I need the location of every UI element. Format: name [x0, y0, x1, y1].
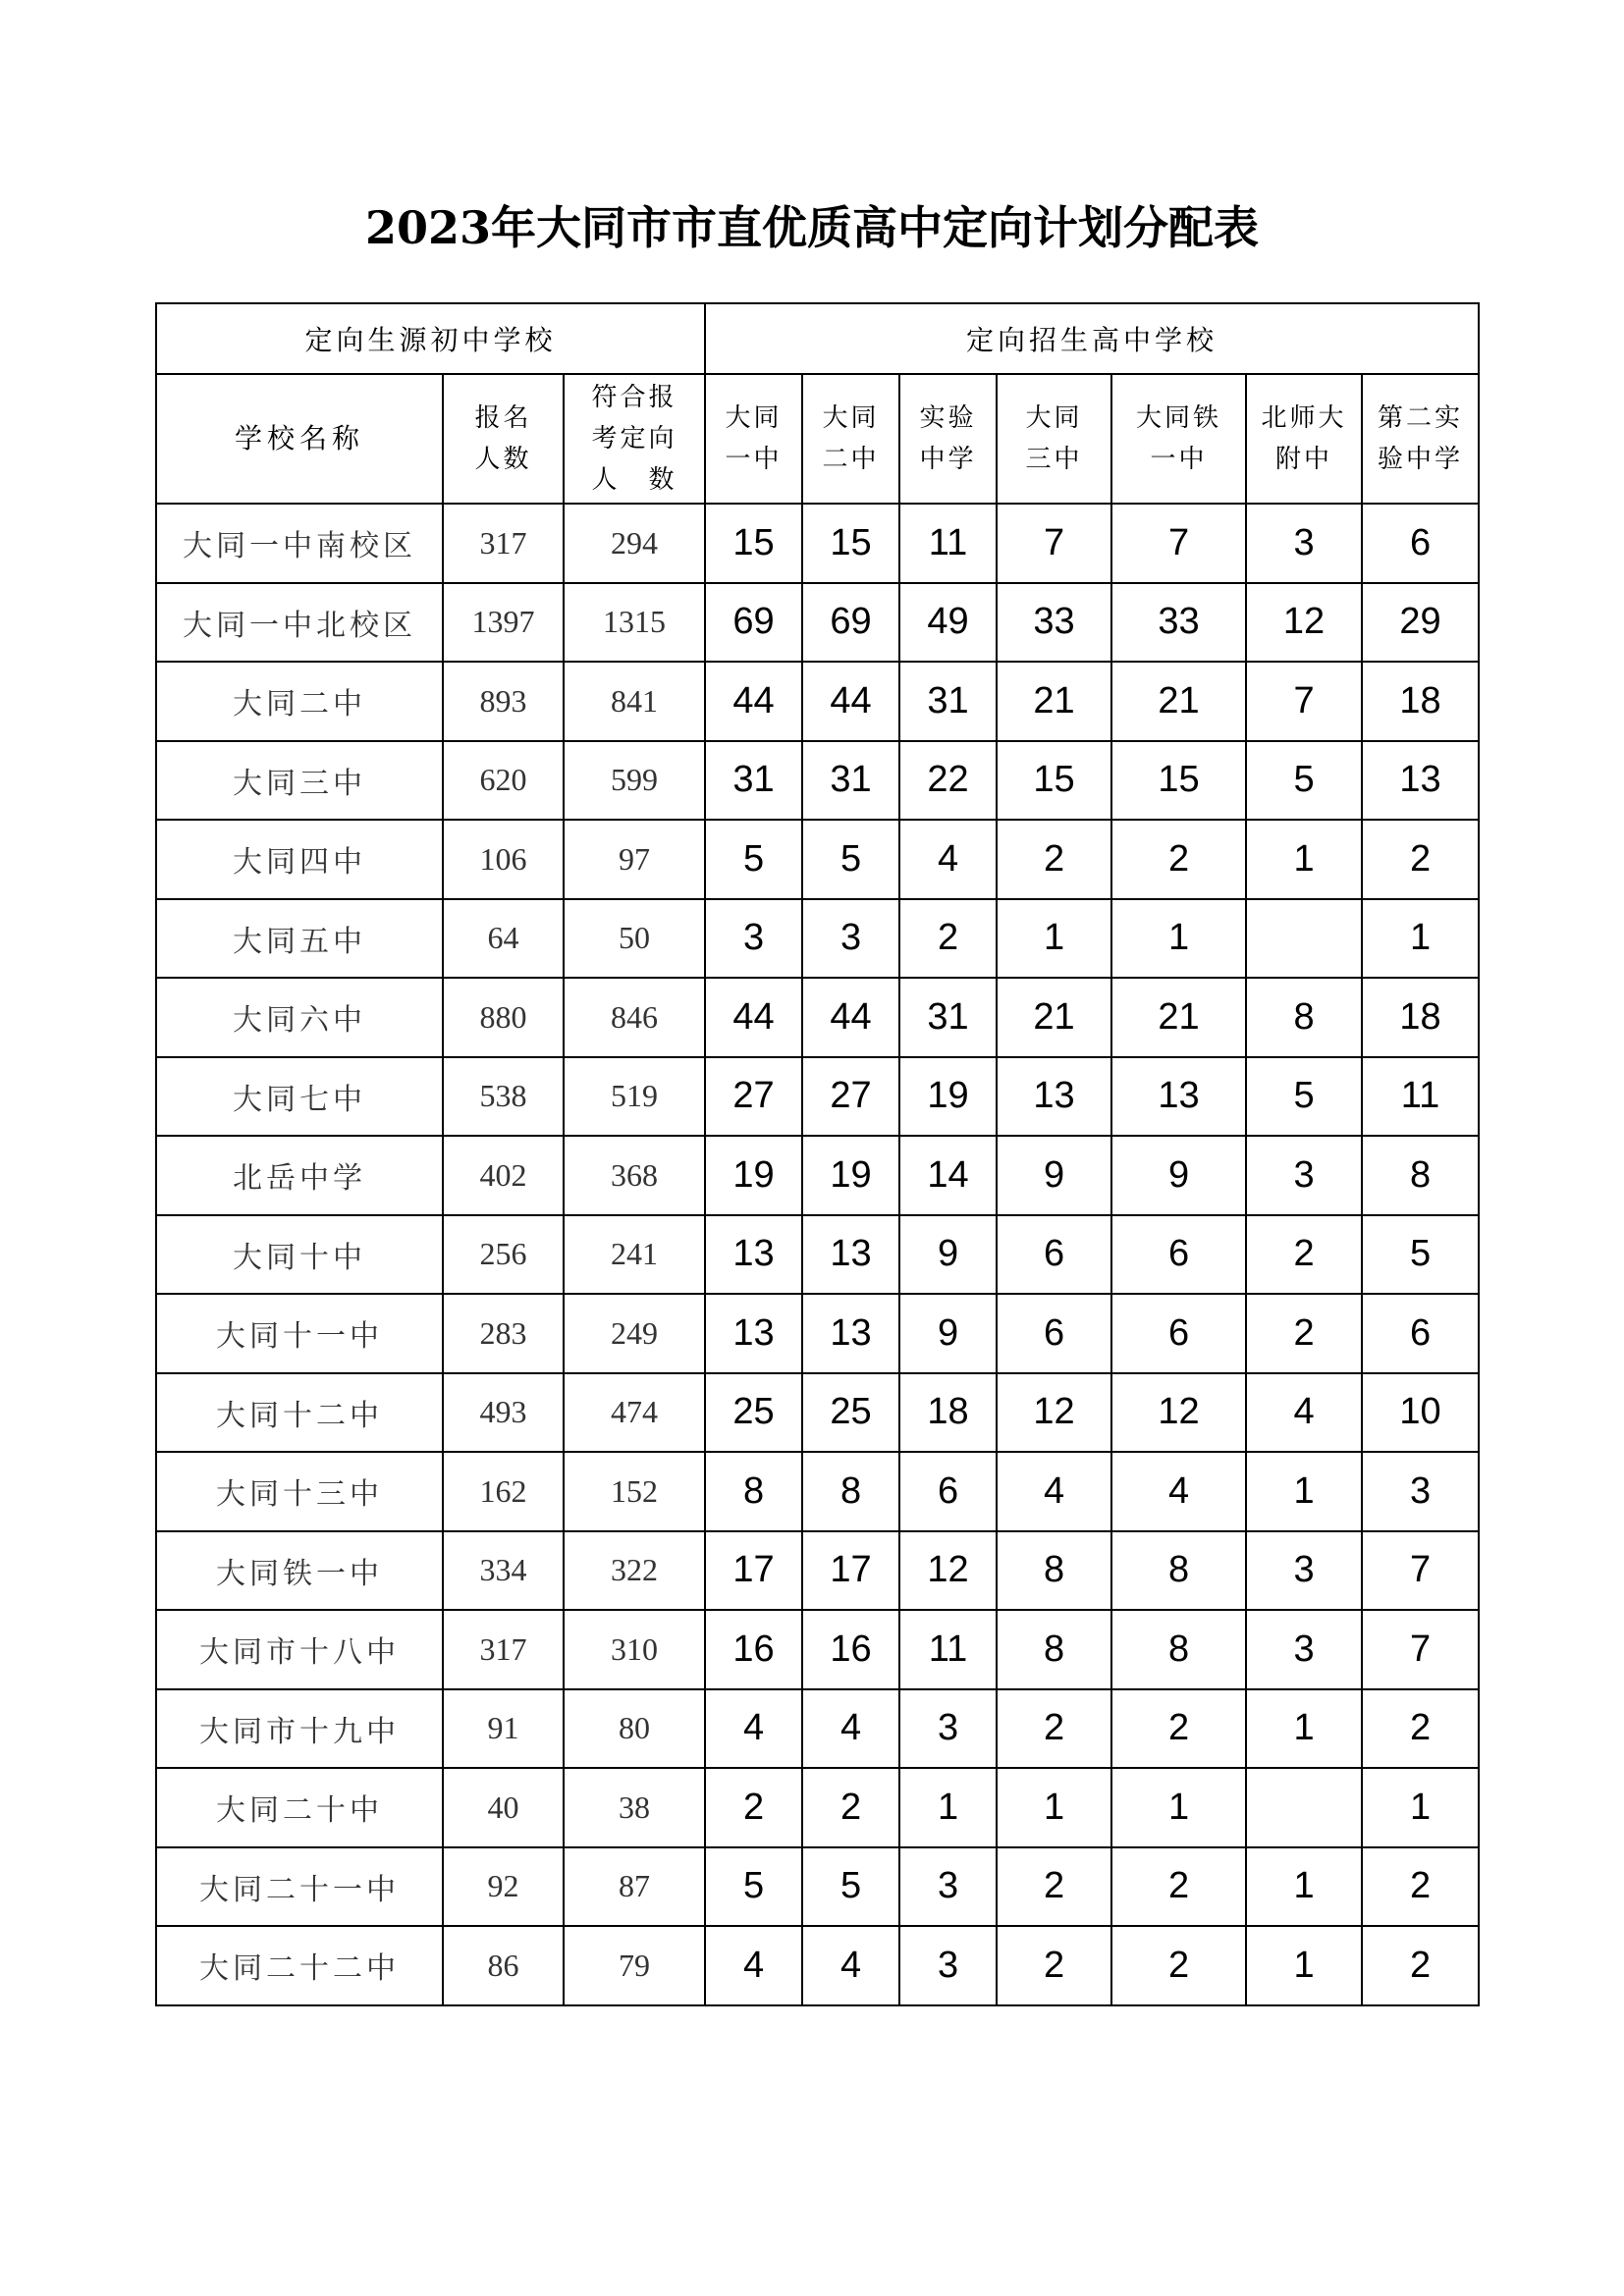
quota-cell: 11	[899, 1610, 997, 1689]
quota-cell: 3	[899, 1689, 997, 1769]
quota-cell: 10	[1362, 1373, 1479, 1453]
table-row	[156, 1531, 1479, 1611]
table-row	[156, 820, 1479, 899]
quota-cell: 5	[705, 1847, 802, 1927]
quota-cell: 1	[1246, 1926, 1362, 2005]
quota-cell: 21	[1111, 978, 1246, 1057]
eligible-cell: 241	[564, 1215, 705, 1295]
quota-cell: 16	[802, 1610, 899, 1689]
quota-cell: 4	[705, 1926, 802, 2005]
quota-cell: 25	[705, 1373, 802, 1453]
quota-cell: 2	[899, 899, 997, 979]
quota-cell: 69	[705, 583, 802, 663]
eligible-cell: 846	[564, 978, 705, 1057]
quota-cell: 2	[997, 1926, 1111, 2005]
quota-cell: 8	[1362, 1136, 1479, 1215]
school-name-cell: 大同二十一中	[156, 1847, 443, 1927]
quota-cell: 17	[802, 1531, 899, 1611]
quota-cell: 2	[1111, 1689, 1246, 1769]
quota-cell: 8	[997, 1531, 1111, 1611]
quota-cell: 12	[899, 1531, 997, 1611]
school-name-cell: 大同市十八中	[156, 1610, 443, 1689]
quota-cell	[1246, 899, 1362, 979]
quota-cell: 15	[1111, 741, 1246, 821]
quota-cell: 19	[705, 1136, 802, 1215]
quota-cell: 5	[802, 820, 899, 899]
quota-cell: 69	[802, 583, 899, 663]
quota-cell: 1	[1246, 1847, 1362, 1927]
quota-cell: 1	[997, 1768, 1111, 1847]
eligible-cell: 294	[564, 504, 705, 583]
quota-cell: 3	[1246, 504, 1362, 583]
quota-cell: 2	[1246, 1294, 1362, 1373]
eligible-header: 符合报考定向人 数	[564, 374, 705, 504]
quota-cell: 2	[705, 1768, 802, 1847]
applicants-cell: 317	[443, 504, 564, 583]
school-name-cell: 大同市十九中	[156, 1689, 443, 1769]
quota-cell: 19	[802, 1136, 899, 1215]
quota-cell: 3	[1246, 1531, 1362, 1611]
target-header: 大同二中	[802, 374, 899, 504]
table-row	[156, 1215, 1479, 1295]
quota-cell: 2	[1246, 1215, 1362, 1295]
quota-cell: 9	[899, 1294, 997, 1373]
quota-cell: 11	[899, 504, 997, 583]
quota-cell: 6	[899, 1452, 997, 1531]
quota-cell: 21	[997, 978, 1111, 1057]
quota-cell: 3	[1246, 1136, 1362, 1215]
table-row	[156, 1373, 1479, 1453]
quota-cell: 5	[802, 1847, 899, 1927]
quota-cell: 6	[1111, 1215, 1246, 1295]
quota-cell: 31	[899, 978, 997, 1057]
quota-cell: 13	[1362, 741, 1479, 821]
quota-cell: 7	[1362, 1531, 1479, 1611]
eligible-cell: 1315	[564, 583, 705, 663]
quota-cell: 18	[1362, 662, 1479, 741]
quota-cell: 44	[705, 978, 802, 1057]
quota-cell: 4	[705, 1689, 802, 1769]
quota-cell: 19	[899, 1057, 997, 1137]
group-header-row	[156, 303, 1479, 374]
quota-cell: 1	[1246, 820, 1362, 899]
school-name-cell: 大同七中	[156, 1057, 443, 1137]
quota-cell: 3	[802, 899, 899, 979]
target-header: 第二实验中学	[1362, 374, 1479, 504]
school-name-cell: 大同十一中	[156, 1294, 443, 1373]
school-name-cell: 大同六中	[156, 978, 443, 1057]
quota-cell: 2	[1362, 1689, 1479, 1769]
table-row	[156, 1294, 1479, 1373]
source-schools-header: 定向生源初中学校	[156, 303, 705, 374]
quota-cell: 2	[1111, 1847, 1246, 1927]
table-row	[156, 1847, 1479, 1927]
table-row	[156, 1057, 1479, 1137]
applicants-cell: 64	[443, 899, 564, 979]
quota-cell: 9	[997, 1136, 1111, 1215]
quota-cell: 2	[1362, 1847, 1479, 1927]
quota-cell: 3	[1246, 1610, 1362, 1689]
quota-cell: 31	[705, 741, 802, 821]
quota-cell: 2	[1111, 820, 1246, 899]
quota-cell: 11	[1362, 1057, 1479, 1137]
quota-cell: 33	[1111, 583, 1246, 663]
quota-cell: 6	[997, 1215, 1111, 1295]
quota-cell: 8	[1111, 1531, 1246, 1611]
quota-cell: 21	[1111, 662, 1246, 741]
quota-cell: 15	[705, 504, 802, 583]
quota-cell: 3	[899, 1926, 997, 2005]
quota-cell: 13	[1111, 1057, 1246, 1137]
quota-cell: 2	[1362, 820, 1479, 899]
table-row	[156, 504, 1479, 583]
applicants-cell: 162	[443, 1452, 564, 1531]
quota-cell: 2	[997, 1689, 1111, 1769]
quota-cell: 7	[1246, 662, 1362, 741]
school-name-cell: 大同十二中	[156, 1373, 443, 1453]
applicants-cell: 1397	[443, 583, 564, 663]
school-name-header: 学校名称	[156, 374, 443, 504]
applicants-cell: 880	[443, 978, 564, 1057]
applicants-cell: 106	[443, 820, 564, 899]
quota-cell: 2	[997, 820, 1111, 899]
quota-cell: 2	[1362, 1926, 1479, 2005]
table-row	[156, 1610, 1479, 1689]
school-name-cell: 大同铁一中	[156, 1531, 443, 1611]
quota-cell: 3	[705, 899, 802, 979]
quota-cell: 14	[899, 1136, 997, 1215]
applicants-cell: 620	[443, 741, 564, 821]
school-name-cell: 大同一中南校区	[156, 504, 443, 583]
quota-cell: 13	[705, 1294, 802, 1373]
quota-cell: 2	[997, 1847, 1111, 1927]
applicants-cell: 256	[443, 1215, 564, 1295]
quota-cell: 8	[705, 1452, 802, 1531]
quota-cell: 13	[802, 1294, 899, 1373]
quota-cell: 3	[1362, 1452, 1479, 1531]
quota-cell: 29	[1362, 583, 1479, 663]
quota-cell: 27	[705, 1057, 802, 1137]
eligible-cell: 599	[564, 741, 705, 821]
applicants-cell: 334	[443, 1531, 564, 1611]
school-name-cell: 大同五中	[156, 899, 443, 979]
quota-cell: 6	[1362, 1294, 1479, 1373]
target-schools-header: 定向招生高中学校	[705, 303, 1479, 374]
quota-cell: 13	[997, 1057, 1111, 1137]
quota-cell: 4	[899, 820, 997, 899]
table-row	[156, 1452, 1479, 1531]
quota-cell: 2	[1111, 1926, 1246, 2005]
quota-cell: 31	[802, 741, 899, 821]
quota-cell: 4	[1246, 1373, 1362, 1453]
quota-cell	[1246, 1768, 1362, 1847]
school-name-cell: 大同一中北校区	[156, 583, 443, 663]
school-name-cell: 大同二十二中	[156, 1926, 443, 2005]
applicants-cell: 402	[443, 1136, 564, 1215]
quota-cell: 44	[802, 662, 899, 741]
applicants-cell: 893	[443, 662, 564, 741]
eligible-cell: 474	[564, 1373, 705, 1453]
eligible-cell: 80	[564, 1689, 705, 1769]
quota-cell: 5	[705, 820, 802, 899]
eligible-cell: 38	[564, 1768, 705, 1847]
quota-cell: 1	[1246, 1452, 1362, 1531]
quota-cell: 22	[899, 741, 997, 821]
target-header: 大同铁一中	[1111, 374, 1246, 504]
table-row	[156, 662, 1479, 741]
target-header: 北师大附中	[1246, 374, 1362, 504]
quota-cell: 8	[997, 1610, 1111, 1689]
quota-cell: 4	[802, 1689, 899, 1769]
quota-cell: 6	[1111, 1294, 1246, 1373]
quota-cell: 15	[997, 741, 1111, 821]
quota-cell: 4	[997, 1452, 1111, 1531]
applicants-cell: 86	[443, 1926, 564, 2005]
applicants-cell: 40	[443, 1768, 564, 1847]
eligible-cell: 50	[564, 899, 705, 979]
quota-cell: 16	[705, 1610, 802, 1689]
quota-cell: 1	[1111, 899, 1246, 979]
quota-cell: 15	[802, 504, 899, 583]
eligible-cell: 152	[564, 1452, 705, 1531]
eligible-cell: 87	[564, 1847, 705, 1927]
quota-cell: 1	[1246, 1689, 1362, 1769]
quota-cell: 13	[705, 1215, 802, 1295]
applicants-cell: 538	[443, 1057, 564, 1137]
table-row	[156, 1926, 1479, 2005]
quota-cell: 8	[802, 1452, 899, 1531]
eligible-cell: 79	[564, 1926, 705, 2005]
quota-cell: 7	[997, 504, 1111, 583]
quota-cell: 5	[1246, 1057, 1362, 1137]
table-row	[156, 741, 1479, 821]
page-title: 2023年大同市市直优质高中定向计划分配表	[364, 201, 1260, 254]
quota-cell: 8	[1246, 978, 1362, 1057]
quota-cell: 27	[802, 1057, 899, 1137]
quota-cell: 7	[1111, 504, 1246, 583]
quota-cell: 49	[899, 583, 997, 663]
quota-cell: 2	[802, 1768, 899, 1847]
target-header: 实验中学	[899, 374, 997, 504]
school-name-cell: 大同三中	[156, 741, 443, 821]
quota-cell: 12	[1246, 583, 1362, 663]
quota-cell: 9	[1111, 1136, 1246, 1215]
applicants-cell: 92	[443, 1847, 564, 1927]
eligible-cell: 841	[564, 662, 705, 741]
quota-cell: 4	[1111, 1452, 1246, 1531]
quota-cell: 5	[1246, 741, 1362, 821]
quota-cell: 21	[997, 662, 1111, 741]
school-name-cell: 北岳中学	[156, 1136, 443, 1215]
eligible-cell: 249	[564, 1294, 705, 1373]
quota-cell: 33	[997, 583, 1111, 663]
quota-cell: 3	[899, 1847, 997, 1927]
table-row	[156, 899, 1479, 979]
target-header: 大同一中	[705, 374, 802, 504]
quota-cell: 12	[1111, 1373, 1246, 1453]
allocation-table	[155, 302, 1480, 2006]
table-row	[156, 583, 1479, 663]
quota-cell: 18	[1362, 978, 1479, 1057]
quota-cell: 1	[1362, 899, 1479, 979]
table-row	[156, 1768, 1479, 1847]
eligible-cell: 310	[564, 1610, 705, 1689]
applicants-cell: 317	[443, 1610, 564, 1689]
quota-cell: 6	[1362, 504, 1479, 583]
quota-cell: 1	[1111, 1768, 1246, 1847]
quota-cell: 5	[1362, 1215, 1479, 1295]
eligible-cell: 519	[564, 1057, 705, 1137]
applicants-cell: 493	[443, 1373, 564, 1453]
quota-cell: 17	[705, 1531, 802, 1611]
quota-cell: 18	[899, 1373, 997, 1453]
quota-cell: 8	[1111, 1610, 1246, 1689]
quota-cell: 7	[1362, 1610, 1479, 1689]
eligible-cell: 368	[564, 1136, 705, 1215]
quota-cell: 12	[997, 1373, 1111, 1453]
quota-cell: 44	[705, 662, 802, 741]
quota-cell: 1	[899, 1768, 997, 1847]
applicants-cell: 283	[443, 1294, 564, 1373]
applicants-header: 报名人数	[443, 374, 564, 504]
quota-cell: 1	[997, 899, 1111, 979]
quota-cell: 44	[802, 978, 899, 1057]
quota-cell: 31	[899, 662, 997, 741]
quota-cell: 4	[802, 1926, 899, 2005]
eligible-cell: 322	[564, 1531, 705, 1611]
column-header-row	[156, 374, 1479, 504]
quota-cell: 1	[1362, 1768, 1479, 1847]
quota-cell: 25	[802, 1373, 899, 1453]
target-header: 大同三中	[997, 374, 1111, 504]
school-name-cell: 大同十中	[156, 1215, 443, 1295]
eligible-cell: 97	[564, 820, 705, 899]
school-name-cell: 大同二中	[156, 662, 443, 741]
table-row	[156, 978, 1479, 1057]
school-name-cell: 大同十三中	[156, 1452, 443, 1531]
quota-cell: 9	[899, 1215, 997, 1295]
quota-cell: 13	[802, 1215, 899, 1295]
school-name-cell: 大同四中	[156, 820, 443, 899]
quota-cell: 6	[997, 1294, 1111, 1373]
applicants-cell: 91	[443, 1689, 564, 1769]
table-row	[156, 1689, 1479, 1769]
table-row	[156, 1136, 1479, 1215]
school-name-cell: 大同二十中	[156, 1768, 443, 1847]
